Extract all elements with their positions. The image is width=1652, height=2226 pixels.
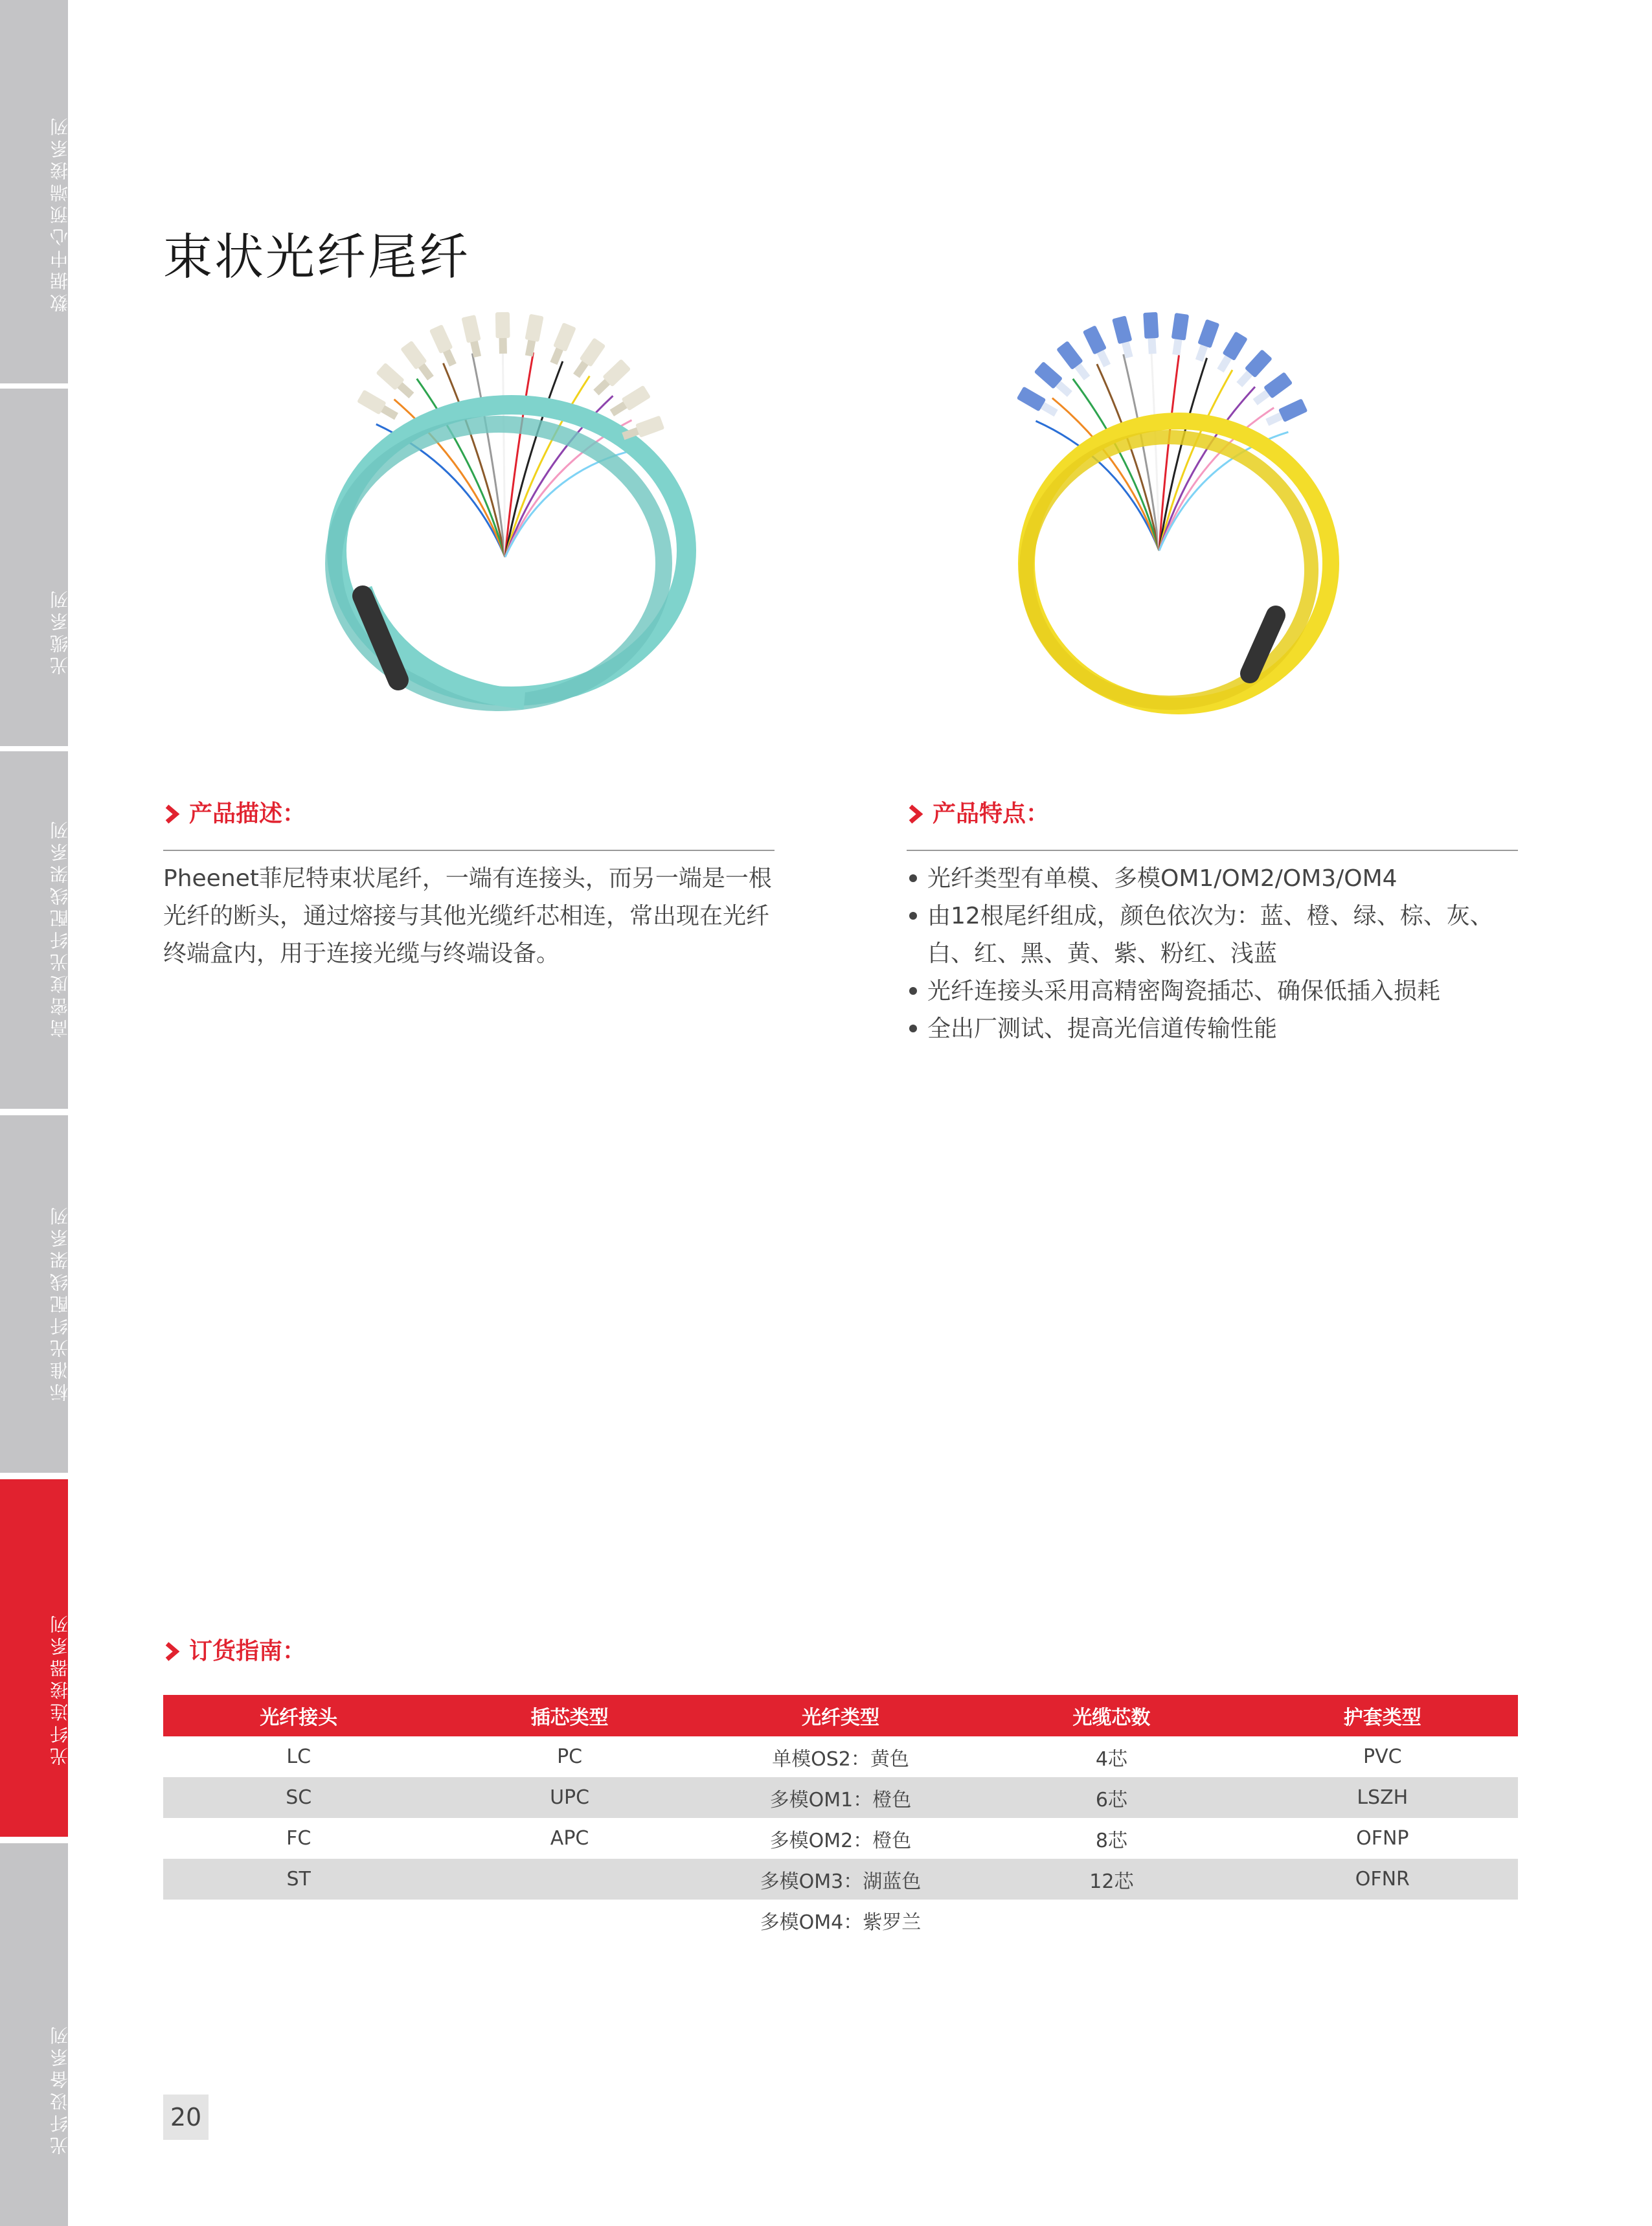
connector-icon [547,323,576,367]
table-cell: 单模OS2：黄色 [772,1747,909,1771]
table-cell: 多模OM4：紫罗兰 [760,1911,922,1934]
description-heading-label: 产品描述： [189,801,306,827]
connector-icon [429,324,460,368]
side-tab-standard[interactable] [0,1115,71,1473]
table-cell [434,1859,705,1900]
table-header-row [163,1695,1518,1736]
connector-icon [608,385,651,419]
connector-icon [1251,372,1293,408]
table-cell [1247,1900,1518,1940]
chevron-right-icon [163,804,183,824]
connector-icon [357,389,400,422]
connector-icon [376,363,416,401]
side-tab-label: 光纤设备系列 [49,2023,71,2155]
table-cell: ST [163,1859,434,1900]
table-cell [976,1900,1247,1940]
connector-icon [522,314,544,358]
table-cell: PC [557,1745,583,1768]
feature-item: 光纤连接头采用高精密陶瓷插芯、确保低插入损耗 [907,973,1528,1010]
side-tab-data-center[interactable] [0,0,71,383]
table-cell: OFNP [1356,1827,1409,1850]
connector-icon [1234,349,1273,389]
table-row [163,1900,1518,1940]
chevron-right-icon [907,804,926,824]
column-header: 插芯类型 [434,1695,705,1736]
connector-icon [1083,325,1114,369]
connector-icon [1056,341,1092,382]
connector-icon [1034,361,1075,400]
side-tab-connector[interactable] [0,1479,71,1837]
table-cell: LC [286,1745,311,1768]
side-tab-label: 光纤连接器系列 [49,1611,71,1766]
order-guide-heading [163,1635,552,1687]
column-header: 光纤接头 [163,1695,434,1736]
connector-icon [1192,319,1219,363]
page-title: 束状光纤尾纤 [163,227,470,286]
description-text: Pheenet菲尼特束状尾纤，一端有连接头，而另一端是一根光纤的断头，通过熔接与其他光缆纤芯相连，常出现在光纤终端盒内，用于连接光缆与终端设备。 [163,865,772,967]
side-tab-cable[interactable] [0,389,71,746]
table-cell [163,1900,434,1940]
connector-icon [591,359,631,398]
fiber-strand [503,350,505,557]
feature-item: 全出厂测试、提高光信道传输性能 [907,1010,1528,1048]
lc-bundle-pigtail-image [291,311,732,751]
features-heading-label: 产品特点： [933,801,1050,827]
column-header: 光纤类型 [705,1695,976,1736]
table-cell [434,1900,705,1940]
connector-icon [461,315,484,358]
side-tab-high-density[interactable] [0,751,71,1109]
feature-item: 由12根尾纤组成，颜色依次为：蓝、橙、绿、棕、灰、白、红、黑、黄、紫、粉红、浅蓝 [907,898,1528,973]
connector-icon [1169,313,1189,356]
connector-icon [1112,315,1136,359]
table-cell: 多模OM2：橙色 [769,1829,912,1852]
chevron-right-icon [163,1642,183,1661]
side-tab-label: 高密度光纤配线架系列 [49,817,71,1038]
table-cell: APC [550,1827,589,1850]
connector-icon [1017,386,1059,419]
connector-icon [495,312,510,354]
connector-icon [400,341,436,383]
table-cell: 多模OM1：橙色 [705,1777,976,1818]
order-guide-table [163,1695,1518,1940]
table-cell: 12芯 [976,1859,1247,1900]
page-number: 20 [163,2095,209,2140]
table-cell: 多模OM3：湖蓝色 [705,1859,976,1900]
feature-list [907,860,1528,1048]
table-cell: 8芯 [1095,1829,1127,1852]
table-cell: SC [163,1777,434,1818]
side-tab-label: 光缆系列 [49,587,71,675]
side-tab-equipment[interactable] [0,1843,71,2226]
fiber-strand [1159,387,1255,551]
side-tab-bar [0,0,71,2226]
table-cell: 6芯 [976,1777,1247,1818]
table-row [163,1818,1518,1859]
column-header: 光缆芯数 [976,1695,1247,1736]
column-header: 护套类型 [1247,1695,1518,1736]
table-cell: 4芯 [1095,1747,1127,1771]
table-cell: UPC [434,1777,705,1818]
connector-icon [571,337,605,380]
table-row [163,1859,1518,1900]
side-tab-label: 数据中心预端接系列 [49,114,71,312]
table-cell: FC [286,1827,311,1850]
connector-icon [1264,398,1307,429]
side-tab-label: 标准光纤配线架系列 [49,1203,71,1402]
table-cell: LSZH [1247,1777,1518,1818]
table-cell: OFNR [1247,1859,1518,1900]
table-cell: PVC [1363,1745,1402,1768]
order-guide-heading-label: 订货指南： [189,1638,306,1664]
description-heading [163,798,775,851]
table-row [163,1736,1518,1777]
features-heading [907,798,1518,851]
feature-item: 光纤类型有单模、多模OM1/OM2/OM3/OM4 [907,860,1528,898]
connector-icon [621,415,665,443]
connector-icon [1143,312,1160,354]
connector-icon [1214,332,1248,374]
table-row [163,1777,1518,1818]
sc-bundle-pigtail-image [945,311,1386,751]
